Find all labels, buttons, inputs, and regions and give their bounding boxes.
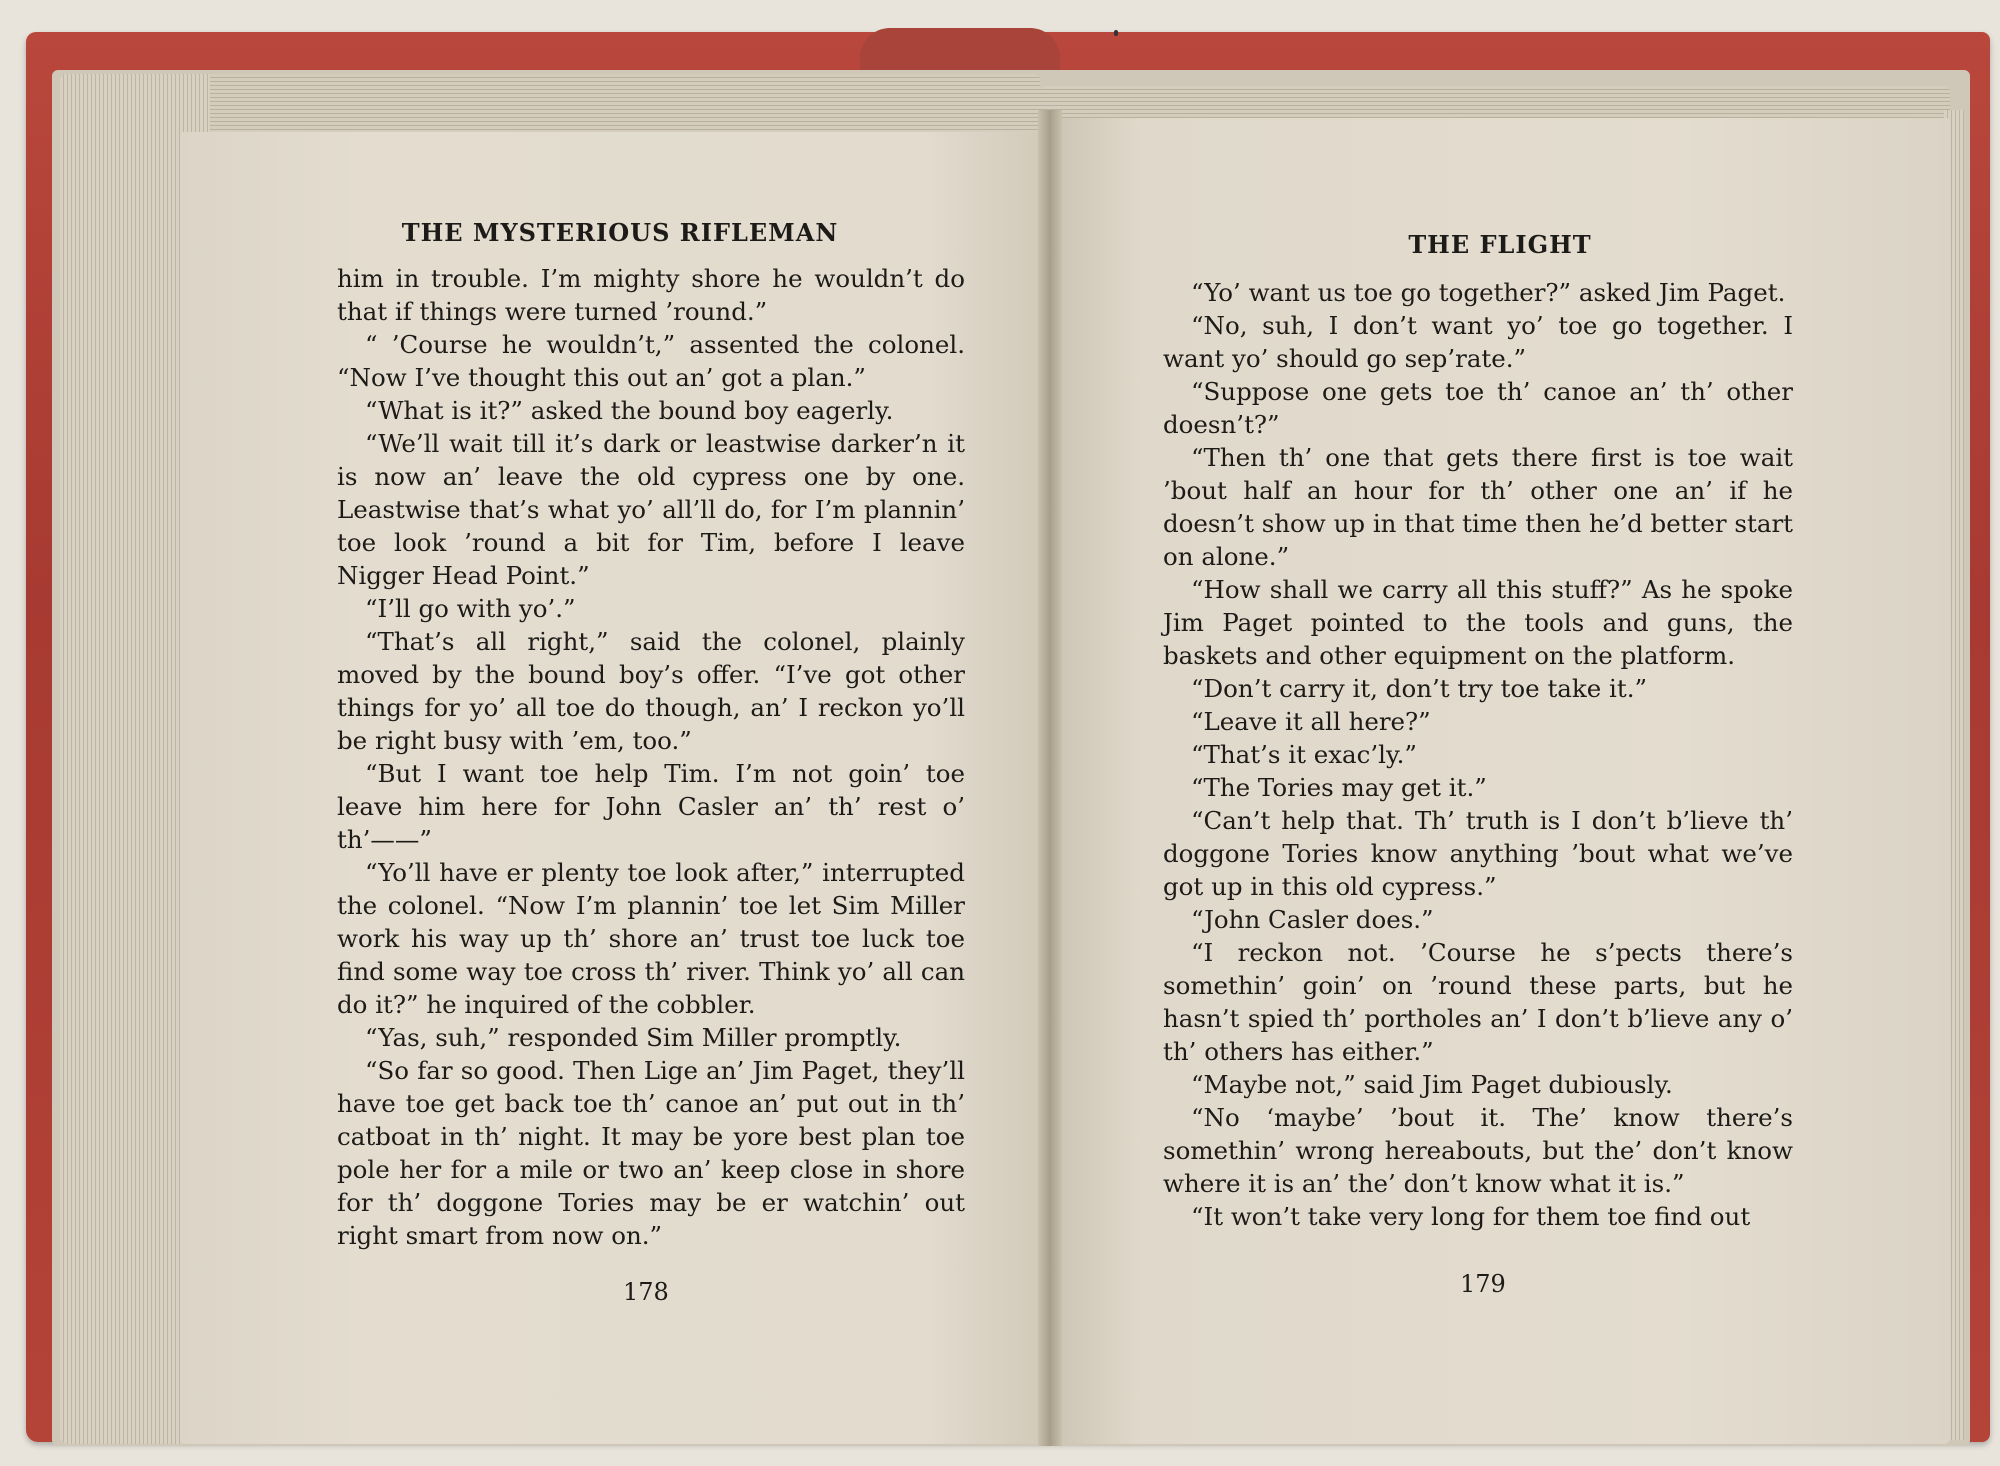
right-running-head: THE FLIGHT — [1408, 230, 1592, 259]
paragraph: “ ’Course he wouldn’t,” assented the colonel. “Now I’ve thought this out an’ got a plan.” — [337, 330, 965, 392]
paragraph: “How shall we carry all this stuff?” As he spoke Jim Paget pointed to the tools and guns, the baskets and other equipment on the platform. — [1163, 575, 1793, 670]
paragraph: “Don’t carry it, don’t try toe take it.” — [1191, 674, 1648, 703]
paragraph: “Yo’ll have er plenty toe look after,” interrupted the colonel. “Now I’m plannin’ toe let Sim Miller work his way up th’ shore an’ trust toe luck toe find some way toe cross th’ river. Think yo’ all can do it?” he inquired of the cobbler. — [337, 858, 965, 1019]
dust-speck — [1114, 30, 1118, 36]
right-page — [1050, 118, 1950, 1444]
paragraph: “Suppose one gets toe th’ canoe an’ th’ other doesn’t?” — [1163, 377, 1793, 439]
left-page — [180, 132, 1060, 1444]
paragraph: “It won’t take very long for them toe find out — [1191, 1202, 1751, 1231]
paragraph: “So far so good. Then Lige an’ Jim Paget, they’ll have toe get back toe th’ canoe an’ put out in th’ catboat in th’ night. It may be yore best plan toe pole her for a mile or two an’ keep close in shore for th’ doggone Tories may be er watchin’ out right smart from now on.” — [337, 1056, 965, 1250]
left-running-head: THE MYSTERIOUS RIFLEMAN — [401, 218, 839, 247]
paragraph: “Leave it all here?” — [1191, 707, 1431, 736]
paragraph: “That’s all right,” said the colonel, plainly moved by the bound boy’s offer. “I’ve got other things for yo’ all toe do though, an’ I reckon yo’ll be right busy with ’em, too.” — [337, 627, 965, 755]
paragraph: “No ‘maybe’ ’bout it. The’ know there’s somethin’ wrong hereabouts, but the’ don’t know where it is an’ the’ don’t know what it is.” — [1163, 1103, 1793, 1198]
book-gutter — [1038, 110, 1062, 1446]
paragraph: “But I want toe help Tim. I’m not goin’ toe leave him here for John Casler an’ th’ rest o’ th’——” — [337, 759, 965, 854]
paragraph: “What is it?” asked the bound boy eagerly. — [365, 396, 894, 425]
paragraph: “I’ll go with yo’.” — [365, 594, 576, 623]
paragraph: “No, suh, I don’t want yo’ toe go together. I want yo’ should go sep’rate.” — [1163, 311, 1793, 373]
left-page-number: 178 — [623, 1278, 669, 1306]
paragraph: “That’s it exac’ly.” — [1191, 740, 1417, 769]
paragraph: “Maybe not,” said Jim Paget dubiously. — [1191, 1070, 1673, 1099]
left-page-text — [337, 262, 965, 1252]
paragraph: “Can’t help that. Th’ truth is I don’t b’lieve th’ doggone Tories know anything ’bout what we’ve got up in this old cypress.” — [1163, 806, 1793, 901]
paragraph: “The Tories may get it.” — [1191, 773, 1487, 802]
paragraph: “Yo’ want us toe go together?” asked Jim Paget. — [1191, 278, 1786, 307]
paragraph: “John Casler does.” — [1191, 905, 1434, 934]
paragraph: “I reckon not. ’Course he s’pects there’s somethin’ goin’ on ’round these parts, but he hasn’t spied th’ portholes an’ I don’t b’lieve any o’ th’ others has either.” — [1163, 938, 1793, 1066]
paragraph: him in trouble. I’m mighty shore he wouldn’t do that if things were turned ’round.” — [337, 264, 965, 326]
right-page-number: 179 — [1460, 1270, 1506, 1298]
paragraph: “Yas, suh,” responded Sim Miller promptly. — [365, 1023, 902, 1052]
paragraph: “Then th’ one that gets there first is toe wait ’bout half an hour for th’ other one an’ if he doesn’t show up in that time then he’d better start on alone.” — [1163, 443, 1793, 571]
right-page-text — [1163, 276, 1793, 1233]
paragraph: “We’ll wait till it’s dark or leastwise darker’n it is now an’ leave the old cypress one by one. Leastwise that’s what yo’ all’ll do, for I’m plannin’ toe look ’round a bit for Tim, before I leave Nigger Head Point.” — [337, 429, 965, 590]
